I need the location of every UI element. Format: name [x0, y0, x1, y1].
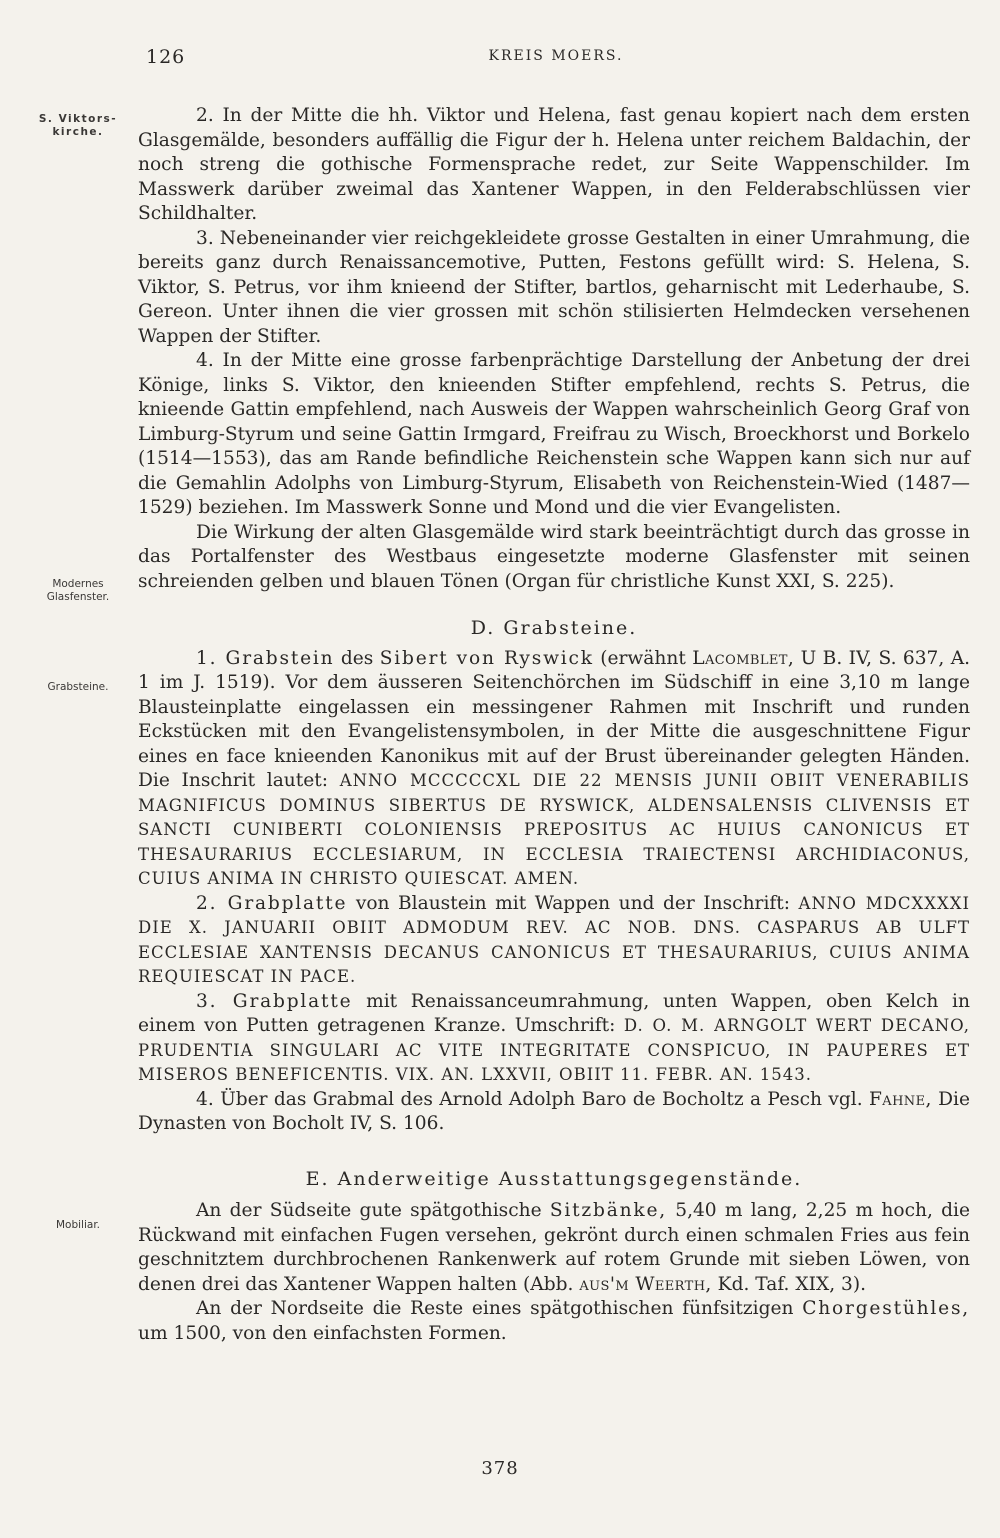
text-des: des	[340, 647, 374, 669]
inscription-2: ANNO MDCXXXXI DIE X. JANUARII OBIIT ADMODUM REV. AC NOB. DNS. CASPARUS AB ULFT ECCLESIAE XANTENSIS DECANUS CANONICUS ET THESAURARIUS, CUIUS ANIMA REQUIESCAT IN PACE.	[138, 893, 970, 986]
text-grabstein-1-body: U B. IV, S. 637, A. 1 im J. 1519). Vor dem äusseren Seitenchörchen im Südschiff in eine 3,10 m lange Blausteinplatte eingelassen ein messingener Rahmen mit Inschrift und runden Eckstücken mit den Evangelistensymbolen, in der Mitte die ausgeschnittene Figur eines en face knieenden Kanonikus mit auf der Brust übereinander gelegten Händen. Die Inschrit lautet:	[138, 647, 971, 791]
text-grabplatte-3: mit Renaissanceumrahmung, unten Wappen, oben Kelch in einem von Putten getragenen Kranze. Umschrift:	[138, 990, 970, 1036]
margin-note-glasfenster: Modernes Glasfenster.	[46, 578, 110, 603]
paragraph-chorgestuehl	[138, 1297, 970, 1346]
inscription-3: D. O. M. ARNGOLT WERT DECANO, PRUDENTIA SINGULARI AC VITE INTEGRITATE CONSPICUO, IN PAUPERES ET MISEROS BENEFICENTIS. VIX. AN. LXXVII, OBIIT 11. FEBR. AN. 1543.	[138, 1016, 970, 1084]
margin-note-grabsteine: Grabsteine.	[47, 681, 109, 693]
paragraph-sitzbaenke	[138, 1199, 970, 1297]
paragraph-item-4: 4. In der Mitte eine grosse farbenprächtige Darstellung der Anbetung der drei Könige, links S. Viktor, den knieenden Stifter empfehlend, rechts S. Petrus, die knieende Gattin empfehlend, nach Ausweis der Wappen wahrscheinlich Georg Graf von Limburg-Styrum und seine Gattin Irmgard, Freifrau zu Wisch, Broeckhorst und Borkelo (1514—1553), das am Rande befindliche Reichenstein sche Wappen kann sich nur auf die Gemahlin Adolphs von Limburg-Styrum, Elisabeth von Reichenstein-Wied (1487—1529) beziehen. Im Masswerk Sonne und Mond und die vier Evangelisten.	[138, 350, 970, 518]
inscription-1: ANNO MCCCCCXL DIE 22 MENSIS JUNII OBIIT VENERABILIS MAGNIFICUS DOMINUS SIBERTUS DE RYSWICK, ALDENSALENSIS CLIVENSIS ET SANCTI CUNIBERTI COLONIENSIS PREPOSITUS AC HUIUS CANONICUS ET THESAURARIUS ECCLESIARUM, IN ECCLESIA TRAIECTENSI ARCHIDIACONUS, CUIUS ANIMA IN CHRISTO QUIESCAT. AMEN.	[138, 771, 970, 888]
term-chorgestuehl: Chorgestühles,	[802, 1298, 971, 1319]
text-chorgestuehl-b: um 1500, von den einfachsten Formen.	[138, 1322, 507, 1344]
running-title: KREIS MOERS.	[488, 48, 624, 64]
section-heading-ausstattung: E. Anderweitige Ausstattungsgegenstände.	[305, 1167, 803, 1190]
author-fahne: Fahne,	[868, 1088, 932, 1110]
term-grabstein: 1. Grabstein	[196, 647, 335, 669]
author-lacomblet: Lacomblet,	[692, 647, 795, 669]
term-grabplatte-2: 2. Grabplatte	[196, 892, 348, 914]
margin-note-viktorskirche: S. Viktors-kirche.	[38, 113, 118, 138]
term-sitzbaenke: Sitzbänke,	[549, 1200, 667, 1221]
text-grabplatte-2: von Blaustein mit Wappen und der Inschrift:	[355, 892, 791, 914]
footer-number: 378	[481, 1458, 519, 1479]
paragraph-grabplatte-3	[138, 990, 970, 1088]
author-ausm-weerth: aus'm Weerth,	[579, 1273, 712, 1295]
paragraph-grabstein-1	[138, 647, 970, 892]
paragraph-item-3: 3. Nebeneinander vier reichgekleidete grosse Gestalten in einer Umrahmung, die bereits ganz durch Renaissancemotive, Putten, Festons gefüllt wird: S. Helena, S. Viktor, S. Petrus, vor ihm knieend der Stifter, bartlos, geharnischt mit Lederhaube, S. Gereon. Unter ihnen die vier grossen mit schön stilisierten Helmdecken versehenen Wappen der Stifter.	[138, 227, 970, 347]
term-sibert: Sibert von Ryswick	[379, 647, 594, 669]
margin-note-mobiliar: Mobiliar.	[55, 1219, 101, 1231]
text-chorgestuehl-a: An der Nordseite die Reste eines spätgothischen fünfsitzigen	[196, 1298, 794, 1319]
term-grabplatte-3: 3. Grabplatte	[196, 990, 353, 1012]
text-sitzbaenke-c: Kd. Taf. XIX, 3).	[717, 1273, 867, 1295]
paragraph-grabmal-4	[138, 1088, 970, 1137]
section-heading-grabsteine: D. Grabsteine.	[470, 617, 638, 639]
text-grabmal-4: 4. Über das Grabmal des Arnold Adolph Baro de Bocholtz a Pesch vgl.	[196, 1088, 863, 1110]
body-text	[138, 104, 970, 1346]
paragraph-item-2: 2. In der Mitte die hh. Viktor und Helena, fast genau kopiert nach dem ersten Glasgemälde, besonders auffällig die Figur der h. Helena unter reichem Baldachin, der noch streng die gothische Formensprache redet, zur Seite Wappenschilder. Im Masswerk darüber zweimal das Xantener Wappen, in den Felderabschlüssen vier Schildhalter.	[138, 105, 970, 224]
text-grabmal-4-tail: Die Dynasten von Bocholt IV, S. 106.	[138, 1088, 970, 1134]
text-sitzbaenke-a: An der Südseite gute spätgothische	[196, 1200, 542, 1221]
text-sitzbaenke-b: 5,40 m lang, 2,25 m hoch, die Rückwand mit einfachen Fugen versehen, gekrönt durch einen schmalen Fries aus fein geschnitztem durchbrochenen Rankenwerk auf rotem Grunde mit sieben Löwen, von denen drei das Xantener Wappen halten (Abb.	[138, 1200, 970, 1295]
text-erwaehnt: (erwähnt	[600, 647, 686, 669]
paragraph-modern-window: Die Wirkung der alten Glasgemälde wird stark beeinträchtigt durch das grosse in das Portalfenster des Westbaus eingesetzte moderne Glasfenster mit seinen schreienden gelben und blauen Tönen (Organ für christliche Kunst XXI, S. 225).	[138, 521, 970, 592]
paragraph-grabplatte-2	[138, 892, 970, 990]
page-number: 126	[146, 46, 186, 68]
